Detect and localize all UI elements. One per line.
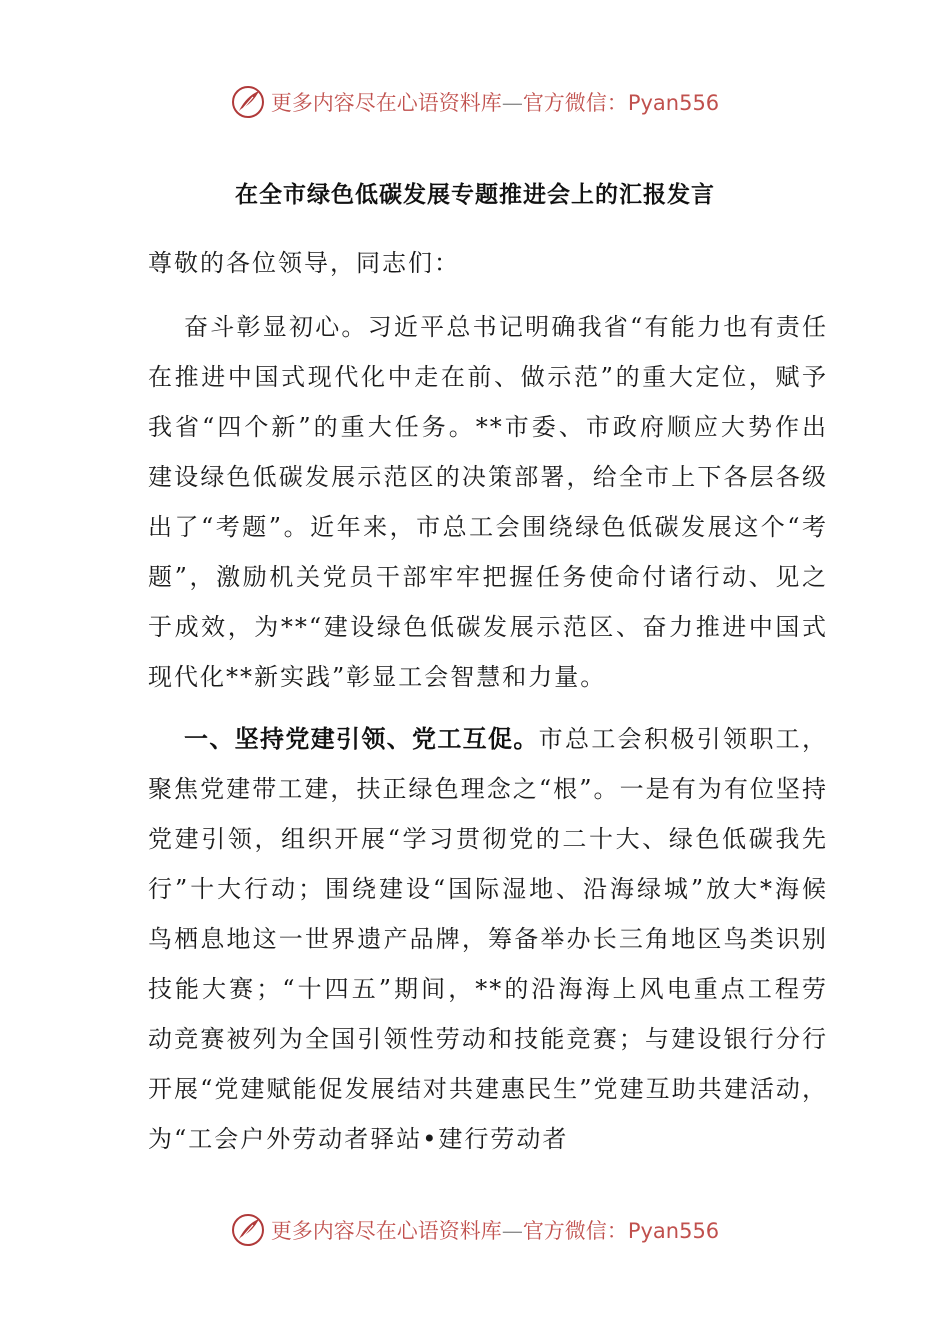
- quill-logo-icon: [231, 1213, 265, 1247]
- banner-text: 更多内容尽在心语资料库—官方微信：Pyan556: [270, 1219, 720, 1243]
- document-title: 在全市绿色低碳发展专题推进会上的汇报发言: [235, 182, 715, 208]
- banner-text: 更多内容尽在心语资料库—官方微信：Pyan556: [270, 91, 720, 115]
- document-body: [148, 238, 828, 1164]
- header-banner: [0, 82, 950, 122]
- footer-banner: [0, 1210, 950, 1250]
- paragraph-intro: 奋斗彰显初心。习近平总书记明确我省“有能力也有责任在推进中国式现代化中走在前、做示范”的重大定位，赋予我省“四个新”的重大任务。**市委、市政府顺应大势作出建设绿色低碳发展示范区的决策部署，给全市上下各层各级出了“考题”。近年来，市总工会围绕绿色低碳发展这个“考题”，激励机关党员干部牢牢把握任务使命付诸行动、见之于成效，为**“建设绿色低碳发展示范区、奋力推进中国式现代化**新实践”彰显工会智慧和力量。: [148, 313, 828, 691]
- section-body: 市总工会积极引领职工，聚焦党建带工建，扶正绿色理念之“根”。一是有为有位坚持党建引领，组织开展“学习贯彻党的二十大、绿色低碳我先行”十大行动；围绕建设“国际湿地、沿海绿城”放大*海候鸟栖息地这一世界遗产品牌，筹备举办长三角地区鸟类识别技能大赛；“十四五”期间，**的沿海海上风电重点工程劳动竞赛被列为全国引领性劳动和技能竞赛；与建设银行分行开展“党建赋能促发展结对共建惠民生”党建互助共建活动，为“工会户外劳动者驿站•建行劳动者: [148, 725, 829, 1153]
- quill-logo-icon: [231, 85, 265, 119]
- salutation: 尊敬的各位领导，同志们：: [148, 249, 460, 277]
- section-heading: 一、坚持党建引领、党工互促。: [184, 725, 539, 753]
- paragraph-section-1: [148, 714, 828, 1164]
